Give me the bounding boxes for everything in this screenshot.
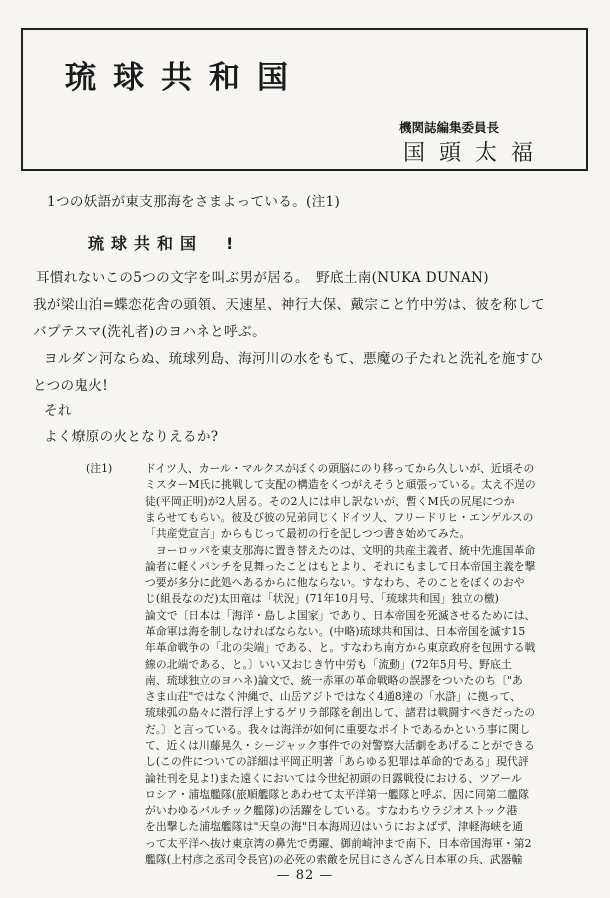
note-line: がいわゆるバルチック艦隊)の活躍をしている。すなわちウラジオストック港: [145, 804, 518, 818]
note-line: ヨーロッパを東支那海に置き替えたのは、文明的共産主義者、統中先進国革命: [145, 543, 536, 557]
note-line: て、近くは川藤晃久・シージャック事件での対警察大活劇をあげることができる: [145, 739, 535, 752]
note-line: つ要が多分に此処へあるからに他ならない。すなわち、そのことをぼくのおや: [145, 576, 525, 589]
body-line: 耳慣れないこの5つの文字を叫ぶ男が居る。 野底土南(NUKA DUNAN): [36, 270, 489, 286]
article-title: 琉球共和国: [65, 60, 305, 96]
note-line: 艦隊(上村彦之丞司令長官)の必死の索敵を尻目にさんざん日本軍の兵、武器輸: [145, 853, 523, 866]
note-line: 革命軍は海を制しなければならない。(中略)琉球共和国は、日本帝国を滅す15: [145, 624, 526, 638]
body-line: 我が梁山泊=蝶恋花舎の頭領、天速星、神行大保、戴宗こと竹中労は、彼を称して: [33, 297, 545, 313]
note-line: ミスターM氏に挑戦して支配の構造をくつがえそうと頑張っている。太え不逞の: [145, 478, 536, 492]
body-line: それ: [44, 403, 72, 419]
body-line: よく燎原の火となりえるか?: [44, 429, 219, 445]
note-line: し(この件についての詳細は平岡正明著「あらゆる犯罪は革命的である」現代評: [145, 755, 529, 769]
note-line: 論文で〔日本は「海洋・島しよ国家」であり、日本帝国を死滅させるためには、: [145, 608, 536, 622]
note-line: まらせてもらい。彼及び彼の兄弟同じくドイツ人、フリードリヒ・エンゲルスの: [145, 510, 534, 524]
note-line: 「共産党宣言」からもじって最初の行を記しつつ書き始めてみた。: [145, 527, 471, 541]
body-line: ヨルダン河ならぬ、琉球列島、海河川の水をもて、悪魔の子たれと洗礼を施すひ: [44, 351, 544, 367]
body-line: バプテスマ(洗礼者)のヨハネと呼ぶ。: [33, 324, 266, 340]
intro-line: 1つの妖語が東支那海をさまよっている。(注1): [47, 194, 341, 210]
note-line: じ(組長なのだ)太田竜は「状況」(71年10月号、「琉球共和国」独立の檄): [145, 592, 499, 606]
note-line: 論社刊を見よ!)また遠くにおいては今世紀初頭の日露戦役における、ツアール: [145, 771, 522, 785]
note-line: 線の北端である、と。〕いい又おじき竹中労も「流動」(72年5月号、野底土: [145, 657, 512, 671]
note-line: 琉球弧の島々に潜行浮上するゲリラ部隊を創出して、諸君は戦闘すべきだったの: [145, 706, 536, 720]
note-line: を出撃した浦塩艦隊は"天皇の海"日本海周辺はいうにおよばず、津軽海峡を通: [145, 820, 523, 834]
note-line: だ。〕と言っている。我々は海洋が如何に重要なポイトであるかという事に関し: [145, 722, 531, 736]
note-line: ドイツ人、カール・マルクスがぼくの頭脳にのり移ってから久しいが、近頃その: [145, 462, 535, 475]
note-line: ロシア・浦塩艦隊(旅順艦隊とあわせて太平洋第一艦隊と呼ぶ、因に同第二艦隊: [145, 787, 530, 801]
note-line: って太平洋へ抜け東京湾の鼻先で勇躍、御前崎沖まで南下、日本帝国海軍・第2: [145, 836, 532, 850]
page-number: — 82 —: [276, 868, 334, 883]
title-box: [21, 28, 588, 171]
note-line: さま山荘"ではなく沖縄で、山岳アジトではなく4通8達の「水滸」に拠って、: [145, 690, 521, 704]
author-role: 機関誌編集委員長: [399, 120, 500, 135]
section-heading: 琉球共和国 !: [88, 234, 241, 253]
note-line: 年革命戦争の「北の尖端」である、と。すなわち南方から東京政府を包囲する戦: [145, 641, 536, 655]
author-name: 国頭太福: [403, 141, 548, 166]
note-line: 南、琉球独立のヨハネ)論文で、統一赤軍の革命戦略の誤謬をついたのち〔"あ: [145, 673, 523, 687]
note-label: (注1): [86, 462, 113, 475]
note-line: 論者に軽くパンチを見舞ったことはもとより、それにもまして日本帝国主義を撃: [145, 559, 536, 573]
body-line: とつの鬼火!: [33, 378, 108, 394]
note-line: 徒(平岡正明)が2人居る。その2人には申し訳ないが、暫くM氏の尻尾につか: [145, 494, 515, 508]
